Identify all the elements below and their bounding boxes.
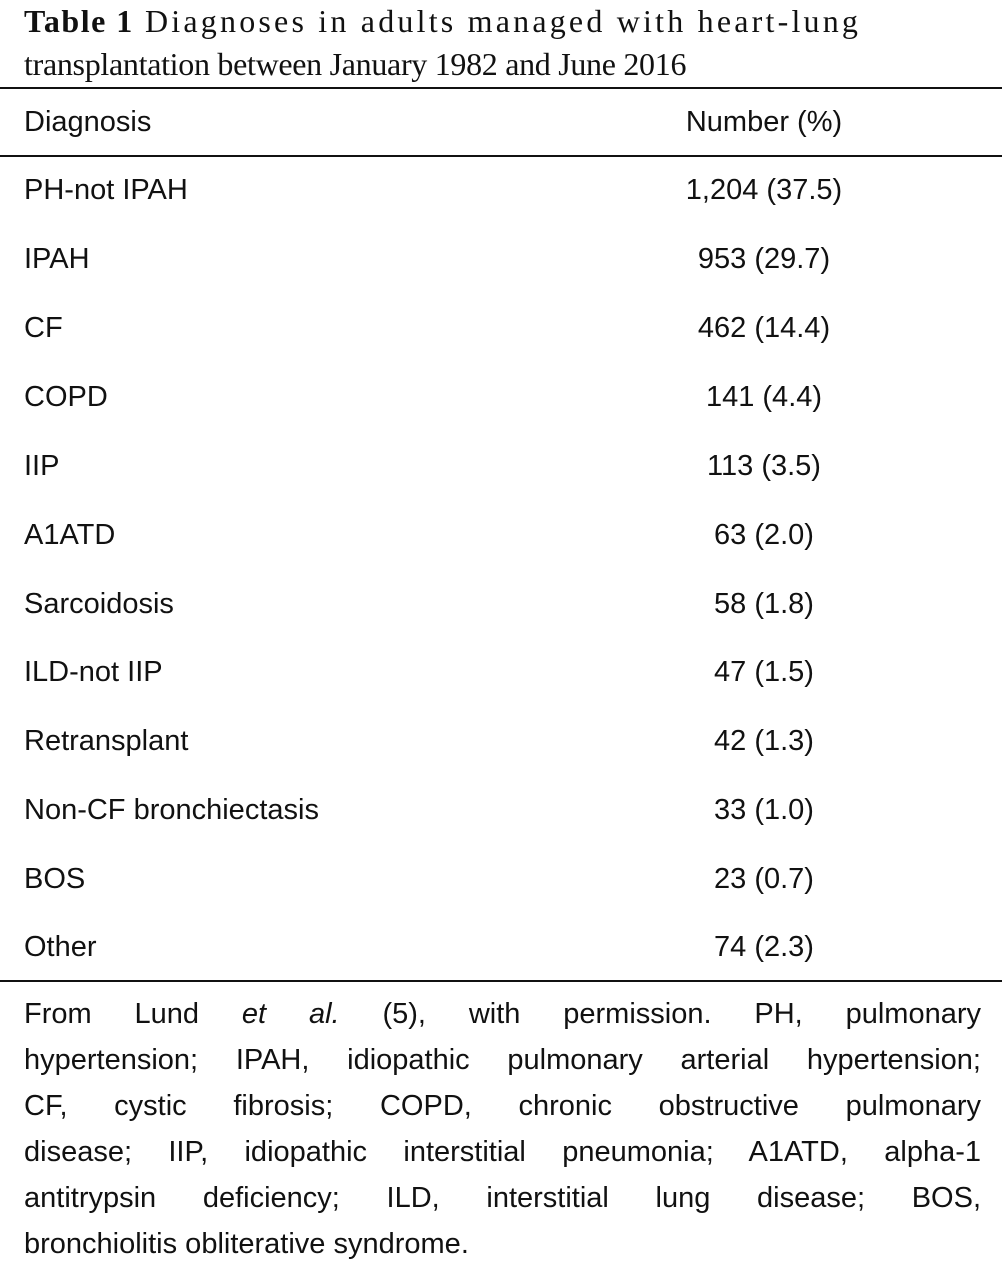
column-header-number: Number (%) [685, 106, 843, 138]
number-cell: 1,204 (37.5) [685, 174, 843, 206]
footnote-line-3: CF, cystic fibrosis; COPD, chronic obstructive pulmonary [24, 1090, 981, 1122]
footnote-line-1-rest: (5), with permission. PH, pulmonary [339, 998, 981, 1030]
table-title-part-1: Diagnoses in adults managed with heart-lung [145, 3, 862, 39]
diagnosis-cell: Retransplant [24, 725, 189, 757]
header-row [0, 102, 1002, 142]
number-cell: 462 (14.4) [697, 312, 831, 344]
table-row [0, 790, 1002, 830]
footnote-line-2: hypertension; IPAH, idiopathic pulmonary arterial hypertension; [24, 1044, 981, 1076]
diagnosis-cell: Other [24, 931, 97, 963]
footnote-line-4: disease; IIP, idiopathic interstitial pneumonia; A1ATD, alpha-1 [24, 1136, 981, 1168]
diagnosis-cell: CF [24, 312, 63, 344]
diagnosis-cell: BOS [24, 863, 86, 895]
bottom-rule [0, 980, 1002, 982]
footnote-line-5: antitrypsin deficiency; ILD, interstitial lung disease; BOS, [24, 1182, 981, 1214]
number-cell: 47 (1.5) [714, 656, 814, 688]
caption-line-1 [24, 0, 984, 43]
table-row [0, 377, 1002, 417]
diagnosis-cell: Sarcoidosis [24, 588, 174, 620]
footnote-line [24, 991, 981, 1037]
table-row [0, 927, 1002, 967]
diagnosis-cell: A1ATD [24, 519, 116, 551]
diagnosis-cell: ILD-not IIP [24, 656, 163, 688]
diagnosis-cell: Non-CF bronchiectasis [24, 794, 319, 826]
table-row [0, 652, 1002, 692]
table-row [0, 446, 1002, 486]
table-caption [24, 0, 984, 86]
diagnosis-cell: IPAH [24, 243, 90, 275]
number-cell: 141 (4.4) [705, 381, 823, 413]
footnote-et-al: et al. [241, 998, 340, 1030]
table-footnote [24, 991, 981, 1267]
table-title-part-2: transplantation between January 1982 and June 2016 [24, 46, 687, 82]
number-cell: 58 (1.8) [714, 588, 814, 620]
table-row [0, 515, 1002, 555]
table-row [0, 721, 1002, 761]
table-row [0, 239, 1002, 279]
table-row [0, 170, 1002, 210]
top-rule [0, 87, 1002, 89]
table-row [0, 584, 1002, 624]
number-cell: 42 (1.3) [714, 725, 814, 757]
diagnosis-cell: PH-not IPAH [24, 174, 188, 206]
diagnosis-cell: IIP [24, 450, 60, 482]
diagnosis-cell: COPD [24, 381, 108, 413]
table-row [0, 859, 1002, 899]
number-cell: 74 (2.3) [714, 931, 814, 963]
header-rule [0, 155, 1002, 157]
number-cell: 23 (0.7) [714, 863, 814, 895]
number-cell: 953 (29.7) [697, 243, 831, 275]
table-label: Table 1 [24, 3, 134, 39]
column-header-diagnosis: Diagnosis [24, 106, 152, 138]
number-cell: 113 (3.5) [707, 450, 821, 482]
footnote-line-6: bronchiolitis obliterative syndrome. [24, 1228, 469, 1260]
number-cell: 33 (1.0) [714, 794, 814, 826]
table-row [0, 308, 1002, 348]
footnote-prefix: From Lund [24, 998, 242, 1030]
number-cell: 63 (2.0) [714, 519, 814, 551]
